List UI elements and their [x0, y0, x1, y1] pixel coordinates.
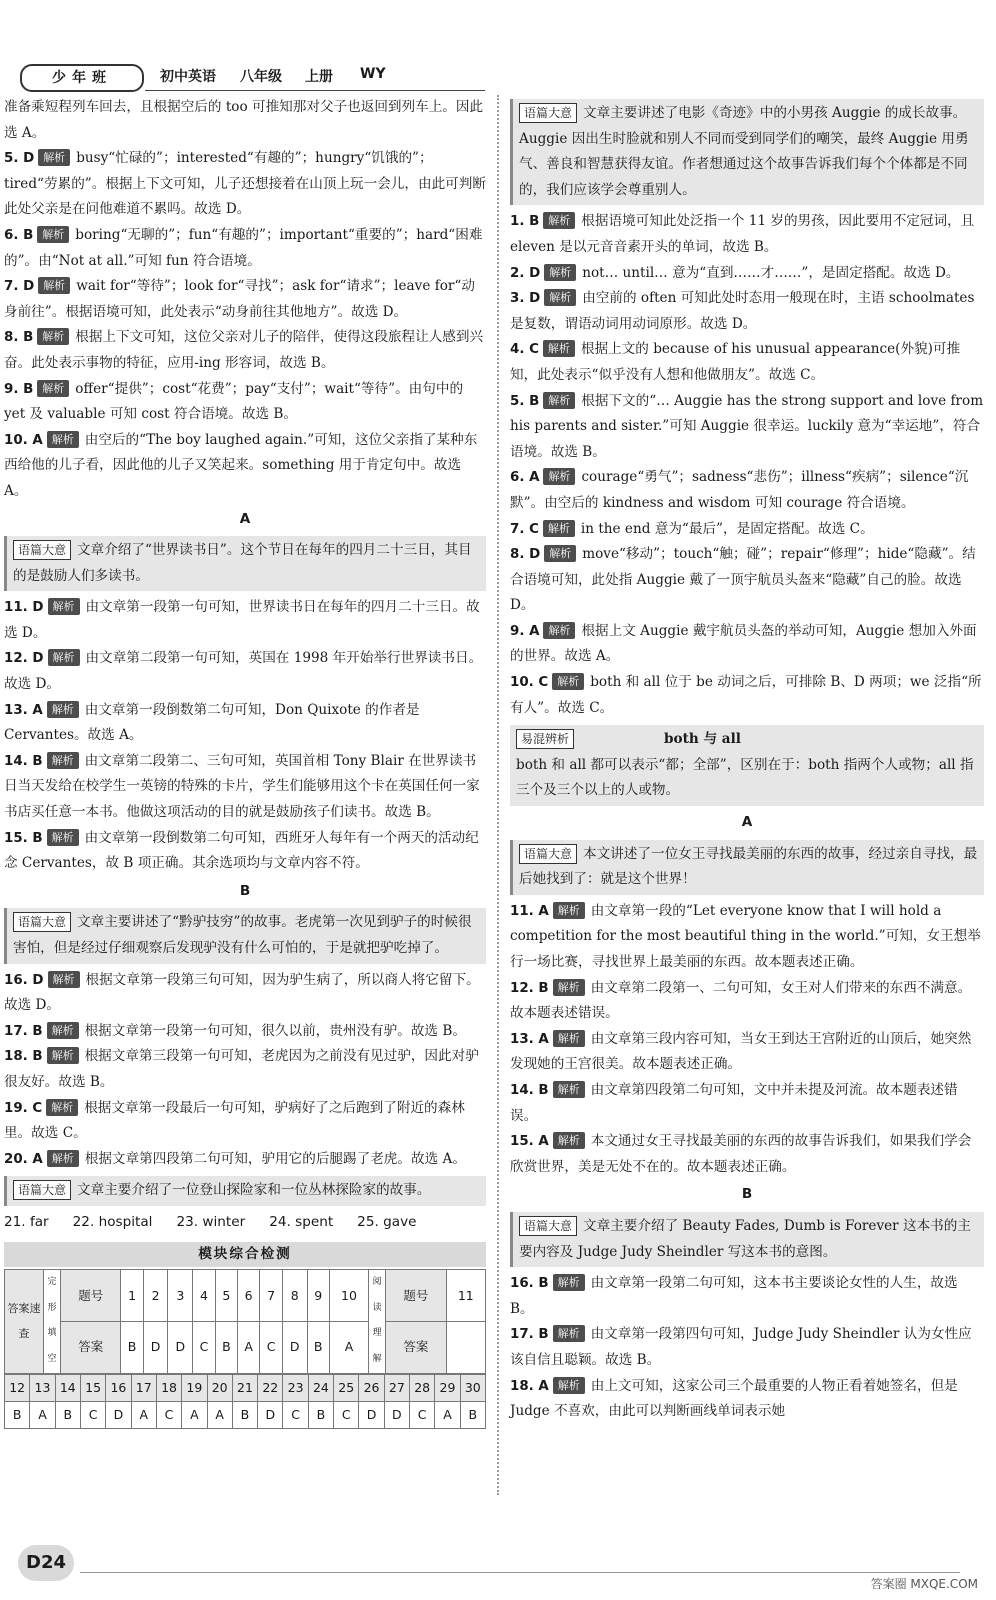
compare-title: both 与 all	[664, 731, 741, 748]
answer-item	[510, 899, 984, 976]
analysis-tag: 解析	[37, 226, 69, 243]
answer-cell: D	[168, 1321, 193, 1373]
summary-box	[4, 1176, 486, 1206]
answer-item	[4, 1044, 486, 1095]
answer-item	[510, 542, 984, 619]
question-number: 13. A	[510, 1031, 549, 1047]
header-rule	[145, 90, 485, 91]
answer-item	[4, 223, 486, 274]
page-number: D24	[18, 1545, 74, 1581]
explanation-text: 由文章第一段倒数第二句可知，西班牙人每年有一个两天的活动纪念 Cervantes，故 B 项正确。其余选项均与文章内容不符。	[4, 829, 479, 872]
question-number-cell: 24	[308, 1374, 333, 1401]
analysis-tag: 解析	[553, 902, 585, 919]
answer-cell: A	[131, 1401, 156, 1428]
explanation-text: wait for“等待”；look for“寻找”；ask for“请求”；leave for“动身前往”。根据语境可知，此处表示“动身前往其他地方”。故选 D。	[4, 278, 475, 320]
analysis-tag: 解析	[38, 277, 70, 294]
answer-item	[4, 1147, 486, 1173]
answer-cell: D	[258, 1401, 283, 1428]
question-number: 19. C	[4, 1100, 43, 1116]
question-number: 15. B	[4, 830, 43, 846]
question-number-cell: 30	[460, 1374, 485, 1401]
summary-box	[4, 536, 486, 591]
answer-item	[510, 619, 984, 670]
row-header: 答案	[61, 1321, 121, 1373]
right-column	[510, 95, 984, 1425]
explanation-text: 由文章第三段内容可知，当女王到达王宫附近的山顶后，她突然发现她的王宫很美。故本题表述正确。	[510, 1030, 972, 1073]
summary-tag: 语篇大意	[519, 1216, 577, 1236]
answer-item	[4, 325, 486, 376]
table-row	[5, 1374, 486, 1401]
answer-cell: B	[215, 1321, 237, 1373]
analysis-tag: 解析	[544, 264, 576, 281]
analysis-tag: 解析	[48, 971, 80, 988]
question-number-cell: 7	[260, 1270, 283, 1322]
analysis-tag: 解析	[48, 649, 80, 666]
analysis-tag: 解析	[552, 673, 584, 690]
question-number: 10. A	[4, 432, 43, 448]
explanation-text: busy“忙碌的”；interested“有趣的”；hungry“饥饿的”；tired“劳累的”。根据上下文可知，儿子还想接着在山顶上玩一会儿，由此可判断此处父亲是在问他难道不累吗。故选 D。	[4, 150, 486, 218]
answer-item	[4, 1019, 486, 1045]
column-divider	[497, 95, 499, 1495]
explanation-text: 由文章第一段倒数第二句可知，Don Quixote 的作者是 Cervantes。故选 A。	[4, 701, 420, 744]
question-number: 17. B	[510, 1327, 549, 1343]
analysis-tag: 解析	[544, 289, 576, 306]
explanation-text: 由上文可知，这家公司三个最重要的人物正看着她签名，但是 Judge 不喜欢，由此可以判断画线单词表示她	[510, 1377, 958, 1420]
analysis-tag: 解析	[47, 752, 79, 769]
compare-box	[510, 725, 984, 806]
answer-item	[510, 670, 984, 721]
answer-item	[510, 286, 984, 337]
explanation-text: 由文章第二段第一句可知，英国在 1998 年开始举行世界读书日。故选 D。	[4, 650, 483, 693]
section-heading: B	[239, 882, 251, 899]
analysis-tag: 解析	[544, 545, 576, 562]
answer-cell: B	[55, 1401, 80, 1428]
question-number-cell: 26	[359, 1374, 384, 1401]
question-number: 7. D	[4, 279, 35, 295]
answer-cell: C	[410, 1401, 435, 1428]
answer-cell: A	[329, 1321, 368, 1373]
explanation-text: 由文章第四段第二句可知，文中并未提及河流。故本题表述错误。	[510, 1081, 958, 1124]
question-number-cell: 16	[106, 1374, 131, 1401]
question-number: 9. B	[4, 381, 34, 397]
analysis-tag: 解析	[553, 1132, 585, 1149]
fill-answer: 21. far	[4, 1213, 49, 1230]
question-number: 4. C	[510, 342, 539, 358]
answer-cell: D	[143, 1321, 168, 1373]
analysis-tag: 解析	[543, 468, 575, 485]
answer-cell: C	[156, 1401, 181, 1428]
analysis-tag: 解析	[553, 1081, 585, 1098]
explanation-text: 根据文章第三段第一句可知，老虎因为之前没有见过驴，因此对驴很友好。故选 B。	[4, 1048, 479, 1090]
grade-label: 八年级	[240, 69, 282, 85]
answer-cell: A	[30, 1401, 55, 1428]
question-number: 5. D	[4, 151, 35, 167]
answer-item	[4, 646, 486, 697]
question-number-cell: 19	[182, 1374, 207, 1401]
question-number-cell: 13	[30, 1374, 55, 1401]
left-column	[4, 95, 486, 1429]
question-number: 1. B	[510, 214, 540, 230]
answer-item	[510, 976, 984, 1027]
fill-answer: 24. spent	[269, 1213, 334, 1230]
table-row	[5, 1401, 486, 1428]
explanation-text: courage“勇气”；sadness“悲伤”；illness“疾病”；silence“沉默”。由空后的 kindness and wisdom 可知 courage 符合语境。	[510, 469, 969, 511]
summary-text: 本文讲述了一位女王寻找最美丽的东西的故事，经过亲自寻找，最后她找到了：就是这个世界！	[519, 845, 978, 888]
analysis-tag: 解析	[38, 149, 70, 166]
summary-text: 文章主要讲述了“黔驴技穷”的故事。老虎第一次见到驴子的时候很害怕，但是经过仔细观察后发现驴没有什么可怕的，于是就把驴吃掉了。	[13, 914, 472, 956]
answer-item	[510, 1027, 984, 1078]
summary-box	[510, 99, 984, 205]
answer-item	[4, 1096, 486, 1147]
summary-tag: 语篇大意	[519, 103, 577, 123]
analysis-tag: 解析	[47, 1150, 79, 1167]
answer-cell: C	[260, 1321, 283, 1373]
explanation-text: 本文通过女王寻找最美丽的东西的故事告诉我们，如果我们学会欣赏世界，美是无处不在的。故本题表述正确。	[510, 1133, 972, 1175]
answer-item	[510, 209, 984, 260]
subject-label: 初中英语	[160, 69, 216, 85]
table-row	[5, 1321, 486, 1373]
answer-quick-table	[4, 1269, 486, 1373]
analysis-tag: 解析	[553, 1377, 585, 1394]
question-number-cell: 12	[5, 1374, 30, 1401]
explanation-text: 由文章第二段第一、二句可知，女王对人们带来的东西不满意。故本题表述错误。	[510, 979, 972, 1022]
question-number: 17. B	[4, 1023, 43, 1039]
answer-item	[510, 261, 984, 287]
answer-item	[4, 826, 486, 877]
analysis-tag: 解析	[47, 701, 79, 718]
fill-answer: 22. hospital	[72, 1213, 153, 1230]
footer-rule	[80, 1572, 960, 1573]
explanation-text: 根据语境可知此处泛指一个 11 岁的男孩，因此要用不定冠词，且 eleven 是以元音音素开头的单词，故选 B。	[510, 213, 975, 255]
analysis-tag: 解析	[47, 431, 79, 448]
answer-item	[4, 968, 486, 1019]
question-number: 20. A	[4, 1151, 43, 1167]
analysis-tag: 解析	[46, 1099, 78, 1116]
question-number: 6. A	[510, 470, 540, 486]
question-number-cell: 6	[238, 1270, 260, 1322]
explanation-text: boring“无聊的”；fun“有趣的”；important“重要的”；hard“困难的”。由“Not at all.”可知 fun 符合语境。	[4, 226, 483, 269]
question-number-cell: 27	[384, 1374, 409, 1401]
answer-cell: C	[283, 1401, 308, 1428]
answer-item	[4, 595, 486, 646]
summary-box	[4, 908, 486, 963]
page-header	[0, 0, 996, 88]
summary-text: 文章主要讲述了电影《奇迹》中的小男孩 Auggie 的成长故事。Auggie 因出生时脸就和别人不同而受到同学们的嘲笑，最终 Auggie 用勇气、善良和智慧获得友谊。作者想通过这个故事告诉我们每个个体都是不同的，我们应该学会尊重别人。	[519, 105, 969, 198]
question-number-cell: 25	[334, 1374, 359, 1401]
question-number-cell: 14	[55, 1374, 80, 1401]
analysis-tag: 解析	[553, 1274, 585, 1291]
answer-cell: A	[238, 1321, 260, 1373]
question-number: 8. B	[4, 330, 34, 346]
explanation-text: 根据文章第四段第二句可知，驴用它的后腿踢了老虎。故选 A。	[84, 1150, 466, 1167]
section-reading: 阅读理解	[369, 1270, 386, 1373]
answer-item	[4, 749, 486, 826]
answer-item	[510, 337, 984, 388]
answer-item	[510, 389, 984, 466]
explanation-text: move“移动”；touch“触；碰”；repair“修理”；hide“隐藏”。结合语境可知，此处指 Auggie 戴了一顶宇航员头盔来“隐藏”自己的脸。故选 D。	[510, 546, 976, 614]
explanation-text: 根据上文 Auggie 戴宇航员头盔的举动可知，Auggie 想加入外面的世界。故选 A。	[510, 622, 977, 665]
analysis-tag: 解析	[47, 1047, 79, 1064]
row-header: 答案	[386, 1321, 446, 1373]
explanation-text: 由文章第一段第一句可知，世界读书日在每年的四月二十三日。故选 D。	[4, 599, 480, 641]
question-number: 3. D	[510, 291, 541, 307]
question-number: 16. B	[510, 1276, 549, 1292]
question-number-cell: 5	[215, 1270, 237, 1322]
answer-item	[510, 1322, 984, 1373]
table-row	[5, 1270, 486, 1322]
module-test-title: 模块综合检测	[4, 1242, 486, 1268]
analysis-tag: 解析	[543, 622, 575, 639]
question-number-cell: 23	[283, 1374, 308, 1401]
fill-answer: 25. gave	[357, 1213, 417, 1230]
question-number: 13. A	[4, 702, 43, 718]
brand-logo: 少年班	[20, 64, 144, 92]
explanation-text: not… until… 意为“直到……才……”，是固定搭配。故选 D。	[582, 264, 960, 281]
section-heading: A	[741, 814, 753, 831]
answer-cell: B	[460, 1401, 485, 1428]
answer-item	[4, 377, 486, 428]
question-number-cell: 28	[410, 1374, 435, 1401]
question-number: 11. D	[4, 600, 44, 616]
explanation-text: 根据文章第一段第三句可知，因为驴生病了，所以商人将它留下。故选 D。	[4, 971, 480, 1014]
explanation-text: 由文章第二段第二、三句可知，英国首相 Tony Blair 在世界读书日当天发给在校学生一英镑的特殊的卡片，学生们能够用这个卡在英国任何一家书店买任意一本书。他做这项活动的目的就是鼓励孩子们读书。故选 B。	[4, 752, 480, 821]
explanation-text: in the end 意为“最后”，是固定搭配。故选 C。	[580, 520, 874, 537]
explanation-text: 根据下文的“… Auggie has the strong support and love from his parents and sister.”可知 Auggie 很幸运。luckily 意为“幸运地”，符合语境。故选 B。	[510, 392, 984, 460]
question-number-cell: 29	[435, 1374, 460, 1401]
answer-item	[4, 428, 486, 505]
answer-cell: C	[193, 1321, 216, 1373]
compare-tag: 易混辨析	[516, 729, 574, 749]
answer-item	[4, 274, 486, 325]
question-number-cell: 22	[258, 1374, 283, 1401]
summary-box	[510, 840, 984, 895]
compare-header	[516, 727, 978, 753]
fill-answer: 23. winter	[176, 1213, 246, 1230]
compare-text: both 和 all 都可以表示“都；全部”，区别在于：both 指两个人或物；all 指三个及三个以上的人或物。	[516, 756, 974, 799]
answer-cell: B	[232, 1401, 257, 1428]
answer-item	[4, 698, 486, 749]
summary-tag: 语篇大意	[519, 844, 577, 864]
question-number: 18. A	[510, 1378, 549, 1394]
question-number: 5. B	[510, 393, 540, 409]
answer-item	[510, 517, 984, 543]
answer-cell	[446, 1321, 485, 1373]
edition-label: WY	[360, 66, 386, 82]
answer-cell: B	[121, 1321, 143, 1373]
volume-label: 上册	[305, 69, 333, 85]
summary-tag: 语篇大意	[13, 912, 71, 932]
question-number-cell: 11	[446, 1270, 485, 1322]
explanation-text: offer“提供”；cost“花费”；pay“支付”；wait“等待”。由句中的 yet 及 valuable 可知 cost 符合语境。故选 B。	[4, 380, 464, 423]
answer-cell: B	[308, 1401, 333, 1428]
question-number-cell: 4	[193, 1270, 216, 1322]
answer-cell: A	[435, 1401, 460, 1428]
question-number: 9. A	[510, 623, 540, 639]
question-number-cell: 17	[131, 1374, 156, 1401]
question-number: 15. A	[510, 1134, 549, 1150]
summary-tag: 语篇大意	[13, 1180, 71, 1200]
analysis-tag: 解析	[543, 520, 575, 537]
section-heading: B	[741, 1186, 753, 1203]
question-number-cell: 15	[80, 1374, 105, 1401]
answer-cell: A	[182, 1401, 207, 1428]
answer-cell: B	[307, 1321, 329, 1373]
question-number: 14. B	[4, 753, 43, 769]
question-number: 6. B	[4, 227, 34, 243]
explanation-text: 由空前的 often 可知此处时态用一般现在时，主语 schoolmates 是复数，谓语动词用动词原形。故选 D。	[510, 290, 975, 332]
answer-label: 答案速查	[5, 1270, 44, 1373]
explanation-text: 由空后的“The boy laughed again.”可知，这位父亲指了某种东西给他的儿子看，因此他的儿子又笑起来。something 用于肯定句中。故选 A。	[4, 431, 478, 499]
explanation-text: both 和 all 位于 be 动词之后，可排除 B、D 两项；we 泛指“所有人”。故选 C。	[510, 674, 982, 716]
answer-cell: A	[207, 1401, 232, 1428]
explanation-text: 根据文章第一段第一句可知，很久以前，贵州没有驴。故选 B。	[84, 1022, 466, 1039]
explanation-text: 由文章第一段的“Let everyone know that I will hold a competition for the most beautiful thing in the world.”可知，女王想举行一场比赛，寻找世界上最美丽的东西。故本题表述正确。	[510, 902, 981, 970]
answer-cell: D	[282, 1321, 307, 1373]
analysis-tag: 解析	[47, 829, 79, 846]
explanation-text: 由文章第一段第四句可知，Judge Judy Sheindler 认为女性应该自信且聪颖。故选 B。	[510, 1326, 972, 1368]
question-number-cell: 9	[307, 1270, 329, 1322]
summary-text: 文章介绍了“世界读书日”。这个节日在每年的四月二十三日，其目的是鼓励人们多读书。	[13, 542, 472, 584]
answer-cell: C	[80, 1401, 105, 1428]
analysis-tag: 解析	[543, 212, 575, 229]
explanation-text: 根据上文的 because of his unusual appearance(外貌)可推知，此处表示“似乎没有人想和他做朋友”。故选 C。	[510, 341, 961, 383]
summary-text: 文章主要介绍了一位登山探险家和一位丛林探险家的故事。	[77, 1182, 431, 1199]
question-number: 12. B	[510, 980, 549, 996]
analysis-tag: 解析	[37, 380, 69, 397]
analysis-tag: 解析	[543, 392, 575, 409]
summary-text: 文章主要介绍了 Beauty Fades, Dumb is Forever 这本书的主要内容及 Judge Judy Sheindler 写这本书的意图。	[519, 1217, 971, 1260]
answer-cell: D	[106, 1401, 131, 1428]
question-number: 11. A	[510, 903, 549, 919]
summary-tag: 语篇大意	[13, 540, 71, 560]
row-header: 题号	[386, 1270, 446, 1322]
fill-answers-line	[4, 1210, 486, 1236]
analysis-tag: 解析	[47, 1022, 79, 1039]
analysis-tag: 解析	[48, 598, 80, 615]
question-number: 16. D	[4, 972, 44, 988]
question-number: 12. D	[4, 651, 44, 667]
question-number: 2. D	[510, 265, 541, 281]
section-cloze: 完形填空	[44, 1270, 61, 1373]
question-number-cell: 20	[207, 1374, 232, 1401]
answer-cell: D	[359, 1401, 384, 1428]
analysis-tag: 解析	[553, 1030, 585, 1047]
question-number-cell: 18	[156, 1374, 181, 1401]
analysis-tag: 解析	[37, 328, 69, 345]
analysis-tag: 解析	[553, 1325, 585, 1342]
question-number: 14. B	[510, 1082, 549, 1098]
answer-item	[4, 146, 486, 223]
explanation-text: 准备乘短程列车回去，且根据空后的 too 可推知那对父子也返回到列车上。因此选 A。	[4, 99, 484, 141]
answer-item	[510, 1129, 984, 1180]
question-number-cell: 1	[121, 1270, 143, 1322]
question-number: 10. C	[510, 675, 549, 691]
question-number-cell: 8	[282, 1270, 307, 1322]
question-number: 8. D	[510, 547, 541, 563]
answer-quick-table-2	[4, 1374, 486, 1429]
answer-item	[510, 1078, 984, 1129]
answer-item	[510, 465, 984, 516]
question-number: 18. B	[4, 1049, 43, 1065]
answer-cell: D	[384, 1401, 409, 1428]
question-number-cell: 3	[168, 1270, 193, 1322]
section-heading: A	[239, 510, 251, 527]
watermark-logo: 答案圈 MXQE.COM	[870, 1577, 978, 1591]
question-number-cell: 21	[232, 1374, 257, 1401]
explanation-text: 根据文章第一段最后一句可知，驴病好了之后跑到了附近的森林里。故选 C。	[4, 1099, 465, 1142]
question-number-cell: 10	[329, 1270, 368, 1322]
question-number: 7. C	[510, 521, 539, 537]
analysis-tag: 解析	[543, 340, 575, 357]
question-number-cell: 2	[143, 1270, 168, 1322]
row-header: 题号	[61, 1270, 121, 1322]
answer-cell: B	[5, 1401, 30, 1428]
analysis-tag: 解析	[553, 979, 585, 996]
explanation-text: 根据上下文可知，这位父亲对儿子的陪伴，使得这段旅程让人感到兴奋。此处表示事物的特征，应用-ing 形容词，故选 B。	[4, 329, 484, 371]
summary-box	[510, 1212, 984, 1267]
answer-cell: C	[334, 1401, 359, 1428]
answer-item	[510, 1271, 984, 1322]
answer-item	[510, 1374, 984, 1425]
explanation-text: 由文章第一段第二句可知，这本书主要谈论女性的人生，故选 B。	[510, 1275, 958, 1317]
